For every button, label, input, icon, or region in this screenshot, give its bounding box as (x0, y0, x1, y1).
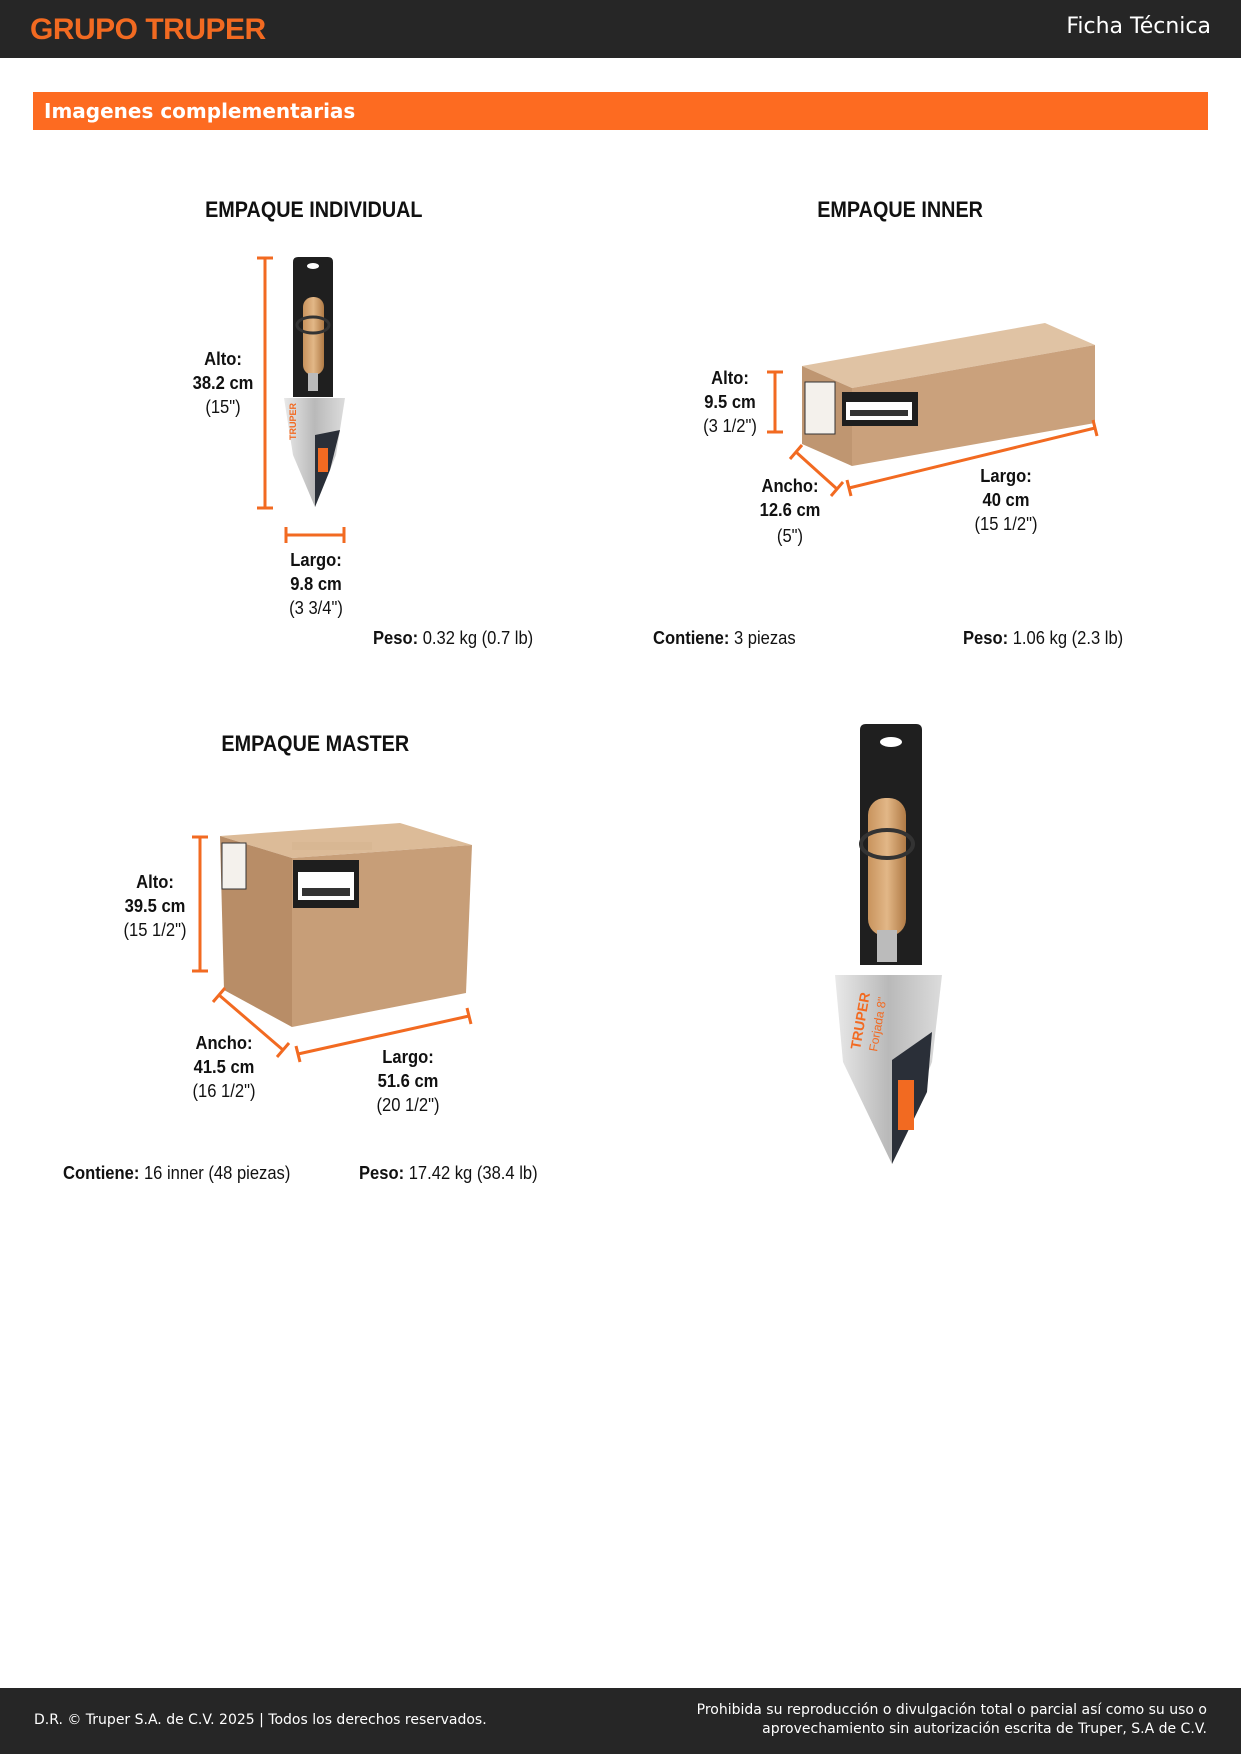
page-footer (0, 1688, 1241, 1754)
trowel-model-text: Forjada 8" (866, 995, 890, 1053)
master-ancho-label: Ancho: 41.5 cm (16 1/2") (192, 1033, 256, 1101)
master-box-image (220, 823, 472, 1027)
trowel-large-image (835, 724, 942, 1164)
inner-largo-label: Largo: 40 cm (15 1/2") (974, 466, 1038, 534)
master-peso: Peso: 17.42 kg (38.4 lb) (359, 1163, 538, 1183)
master-contiene: Contiene: 16 inner (48 piezas) (63, 1163, 291, 1183)
svg-text:TRUPER: TRUPER (288, 402, 298, 440)
document-type-label: Ficha Técnica (1066, 14, 1211, 39)
footer-copyright: D.R. © Truper S.A. de C.V. 2025 | Todos los derechos reservados. (34, 1712, 487, 1728)
package-title-master: EMPAQUE MASTER (221, 731, 410, 756)
individual-largo-label: Largo: 9.8 cm (3 3/4") (289, 550, 343, 618)
master-largo-label: Largo: 51.6 cm (20 1/2") (376, 1047, 440, 1115)
section-title: Imagenes complementarias (44, 99, 356, 123)
trowel-brand-text: TRUPER (847, 991, 873, 1051)
dimension-line-individual-largo (286, 527, 344, 543)
inner-box-image (802, 323, 1095, 466)
package-title-individual: EMPAQUE INDIVIDUAL (205, 197, 423, 222)
inner-contiene: Contiene: 3 piezas (653, 628, 796, 648)
trowel-small-image (284, 257, 345, 507)
footer-legal-notice: Prohibida su reproducción o divulgación total o parcial así como su uso o aprovechamiento sin autorización escrita de Truper, S.A de C.V. (696, 1702, 1207, 1737)
inner-ancho-label: Ancho: 12.6 cm (5") (759, 476, 821, 546)
master-alto-label: Alto: 39.5 cm (15 1/2") (123, 872, 187, 940)
individual-peso: Peso: 0.32 kg (0.7 lb) (373, 628, 534, 648)
package-title-inner: EMPAQUE INNER (817, 197, 983, 222)
inner-peso: Peso: 1.06 kg (2.3 lb) (963, 628, 1124, 648)
inner-alto-label: Alto: 9.5 cm (3 1/2") (703, 368, 757, 436)
individual-alto-label: Alto: 38.2 cm (15") (192, 349, 254, 417)
truper-logo: GRUPO TRUPER (30, 13, 266, 46)
